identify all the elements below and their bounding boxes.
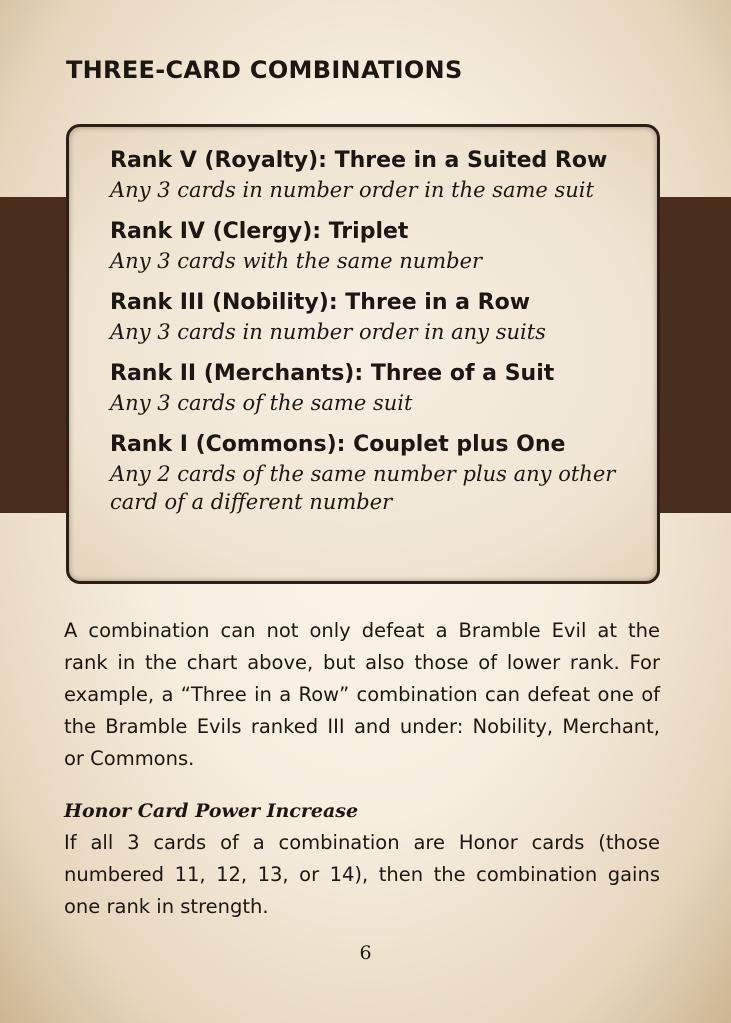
rank-item-i	[110, 430, 657, 516]
rank-item-v	[110, 146, 657, 204]
rank-description: Any 3 cards in number order in any suits	[110, 320, 546, 344]
rank-title: Rank IV (Clergy): Triplet	[110, 219, 409, 244]
rank-item-iv	[110, 217, 657, 275]
rank-title: Rank II (Merchants): Three of a Suit	[110, 361, 555, 386]
rank-description: Any 3 cards of the same suit	[110, 391, 413, 415]
rank-description: Any 3 cards with the same number	[110, 249, 483, 273]
rank-title: Rank I (Commons): Couplet plus One	[110, 432, 566, 457]
page-heading: THREE-CARD COMBINATIONS	[66, 56, 463, 84]
rank-item-iii	[110, 288, 657, 346]
combinations-chart	[66, 124, 660, 584]
honor-card-paragraph: If all 3 cards of a combination are Honor cards (those numbered 11, 12, 13, or 14), then the combination gains one rank in strength.	[64, 831, 660, 918]
rank-description: Any 3 cards in number order in the same suit	[110, 178, 594, 202]
rank-explanation-paragraph: A combination can not only defeat a Bramble Evil at the rank in the chart above, but also those of lower rank. For example, a “Three in a Row” combination can defeat one of the Bramble Evils ranked III and under: Nobility, Merchant, or Commons.	[64, 619, 660, 770]
honor-card-subheading: Honor Card Power Increase	[64, 800, 359, 822]
rank-item-ii	[110, 359, 657, 417]
page-number: 6	[359, 942, 372, 964]
rank-description: Any 2 cards of the same number plus any other card of a different number	[110, 462, 616, 514]
rank-title: Rank V (Royalty): Three in a Suited Row	[110, 148, 608, 173]
rank-title: Rank III (Nobility): Three in a Row	[110, 290, 531, 315]
